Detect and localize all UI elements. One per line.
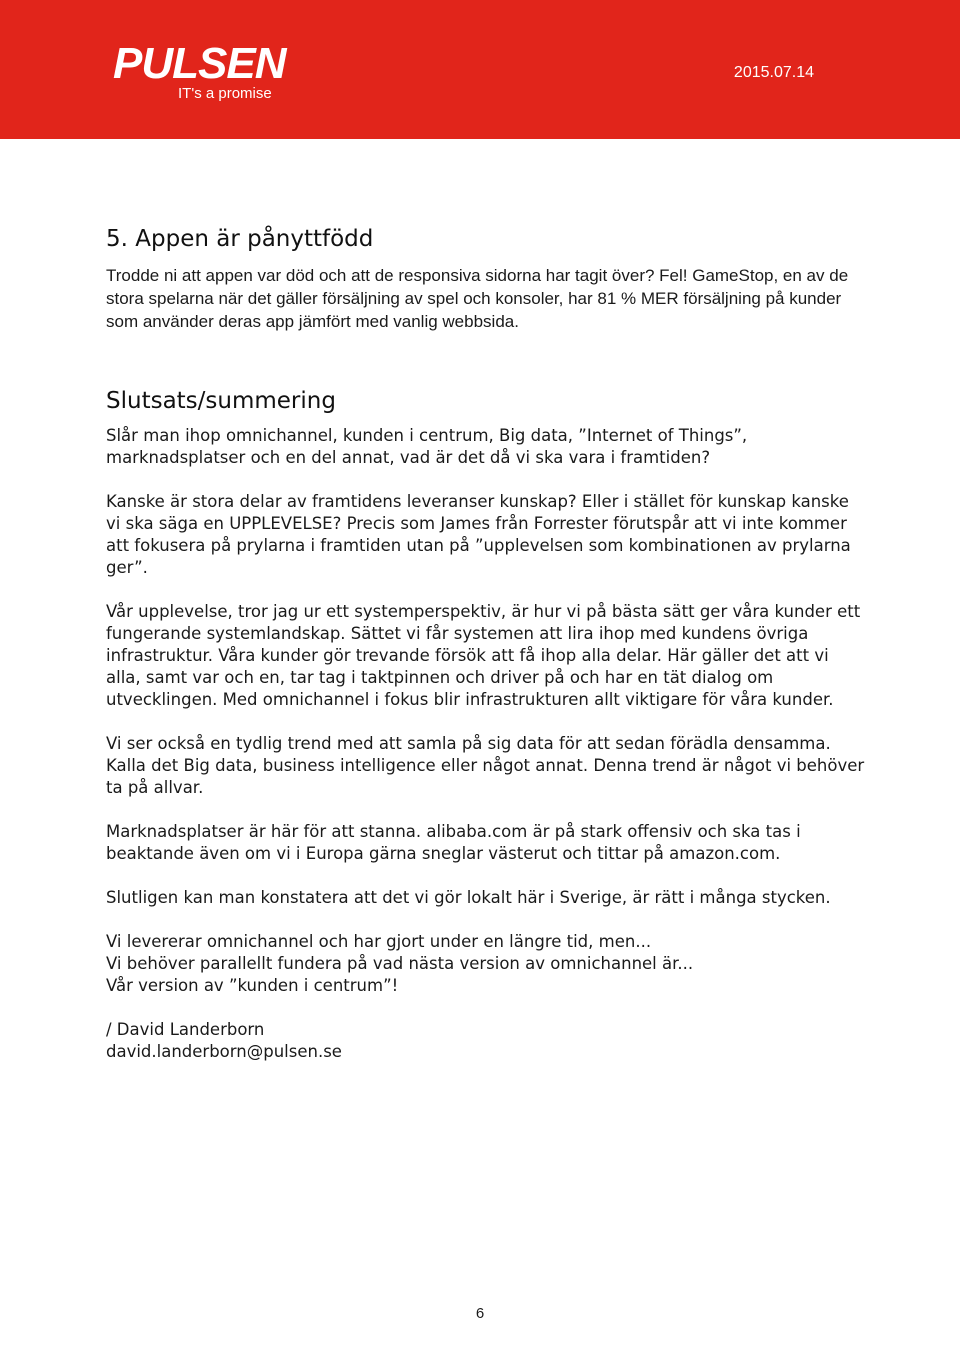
spacer xyxy=(106,333,866,386)
summary-paragraph-2: Kanske är stora delar av framtidens leveranser kunskap? Eller i stället för kunskap kanske vi ska säga en UPPLEVELSE? Precis som James från Forrester förutspår att vi inte kommer att fokusera på prylarna i framtiden utan på ”upplevelsen som kombinationen av prylarna ger”. xyxy=(106,492,851,577)
section-app-paragraph: Trodde ni att appen var död och att de responsiva sidorna har tagit över? Fel! GameStop, en av de stora spelarna när det gäller försäljning av spel och konsoler, har 81 % MER försäljning på kunder som använder deras app jämfört med vanlig webbsida. xyxy=(106,266,849,331)
closing-line-2: Vi behöver parallellt fundera på vad nästa version av omnichannel är... xyxy=(106,954,694,973)
section-heading-app: 5. Appen är pånyttfödd xyxy=(106,226,374,252)
spacer xyxy=(106,865,866,887)
signature-email: david.landerborn@pulsen.se xyxy=(106,1042,342,1061)
spacer xyxy=(106,909,866,931)
spacer xyxy=(106,799,866,821)
closing-line-3: Vår version av ”kunden i centrum”! xyxy=(106,976,399,995)
pulsen-logo: PULSEN xyxy=(113,39,286,88)
closing-line-1: Vi levererar omnichannel och har gjort under en längre tid, men... xyxy=(106,932,652,951)
logo-tagline: IT's a promise xyxy=(178,85,272,102)
summary-paragraph-3: Vår upplevelse, tror jag ur ett systemperspektiv, är hur vi på bästa sätt ger våra kunder ett fungerande systemlandskap. Sättet vi får systemen att lira ihop med kundens övriga infrastruktur. Våra kunder gör trevande försök att få ihop alla delar. Här gäller det att vi alla, samt var och en, tar tag i taktpinnen och driver på och har en tät dialog om utvecklingen. Med omnichannel i fokus blir infrastrukturen allt viktigare för våra kunder. xyxy=(106,602,861,709)
document-date: 2015.07.14 xyxy=(733,64,814,81)
summary-paragraph-5: Marknadsplatser är här för att stanna. alibaba.com är på stark offensiv och ska tas i beaktande även om vi i Europa gärna sneglar västerut och tittar på amazon.com. xyxy=(106,822,801,863)
summary-paragraph-1: Slår man ihop omnichannel, kunden i centrum, Big data, ”Internet of Things”, marknadsplatser och en del annat, vad är det då vi ska vara i framtiden? xyxy=(106,426,748,467)
section-heading-summary: Slutsats/summering xyxy=(106,388,336,414)
spacer xyxy=(106,997,866,1019)
spacer xyxy=(106,579,866,601)
page-number: 6 xyxy=(475,1305,485,1322)
spacer xyxy=(106,469,866,491)
summary-paragraph-6: Slutligen kan man konstatera att det vi gör lokalt här i Sverige, är rätt i många stycken. xyxy=(106,888,831,907)
signature-name: / David Landerborn xyxy=(106,1020,265,1039)
summary-paragraph-4: Vi ser också en tydlig trend med att samla på sig data för att sedan förädla densamma. Kalla det Big data, business intelligence eller något annat. Denna trend är något vi behöver ta på allvar. xyxy=(106,734,865,797)
page-header xyxy=(0,0,960,139)
document-body xyxy=(106,224,866,1063)
spacer xyxy=(106,711,866,733)
